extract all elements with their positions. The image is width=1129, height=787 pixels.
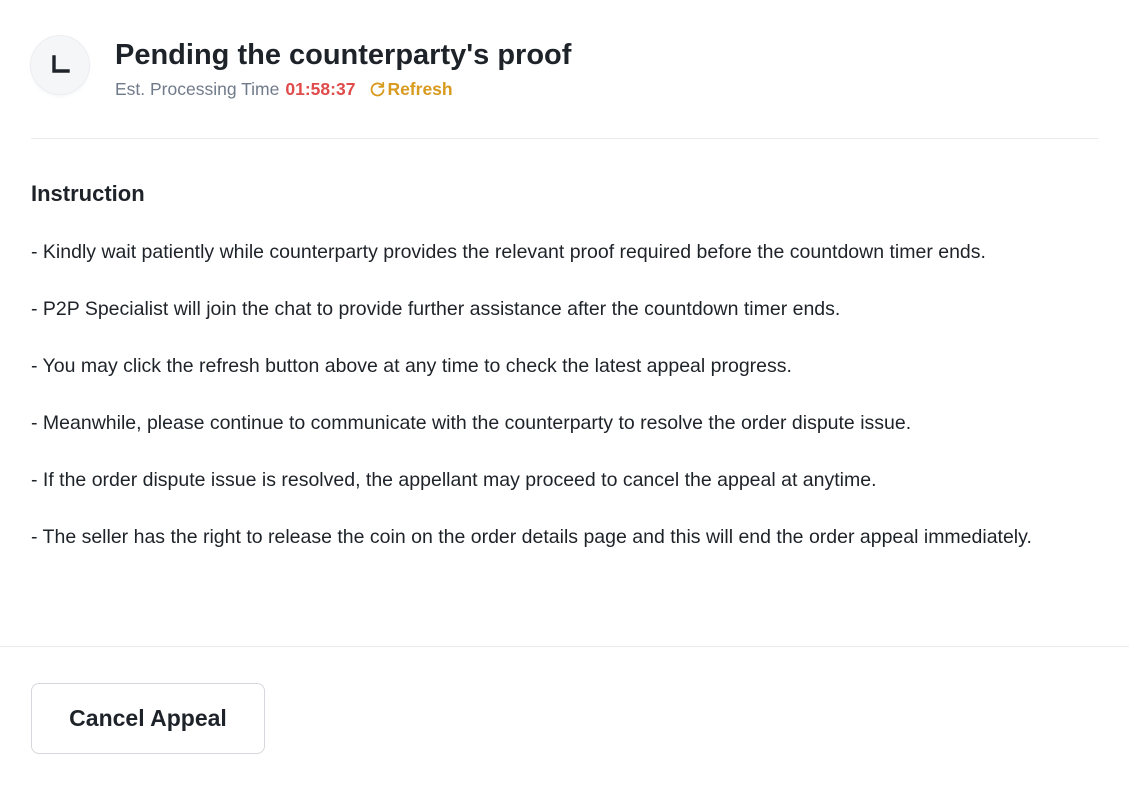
- refresh-label: Refresh: [387, 79, 453, 99]
- countdown-timer: 01:58:37: [285, 79, 356, 99]
- appeal-status-header: [31, 36, 1099, 106]
- instruction-item: - If the order dispute issue is resolved, the appellant may proceed to cancel the appeal at anytime.: [31, 469, 877, 491]
- instruction-heading: Instruction: [31, 181, 145, 206]
- instruction-item: - You may click the refresh button above at any time to check the latest appeal progress.: [31, 355, 792, 377]
- refresh-button[interactable]: [369, 77, 452, 101]
- instruction-list: [31, 236, 1101, 578]
- processing-time-row: [115, 77, 571, 101]
- refresh-icon: [369, 81, 386, 98]
- instruction-item: - The seller has the right to release the coin on the order details page and this will end the order appeal immediately.: [31, 526, 1032, 548]
- clock-icon: [31, 36, 89, 94]
- header-text: [115, 36, 571, 101]
- cancel-appeal-button[interactable]: Cancel Appeal: [31, 683, 265, 754]
- header-divider: [31, 138, 1099, 139]
- footer-divider: [0, 646, 1129, 647]
- est-processing-time-label: Est. Processing Time: [115, 79, 280, 99]
- page-title: Pending the counterparty's proof: [115, 39, 572, 71]
- instruction-item: - Kindly wait patiently while counterparty provides the relevant proof required before the countdown timer ends.: [31, 241, 986, 263]
- instruction-item: - P2P Specialist will join the chat to provide further assistance after the countdown timer ends.: [31, 298, 841, 320]
- instruction-item: - Meanwhile, please continue to communicate with the counterparty to resolve the order dispute issue.: [31, 412, 912, 434]
